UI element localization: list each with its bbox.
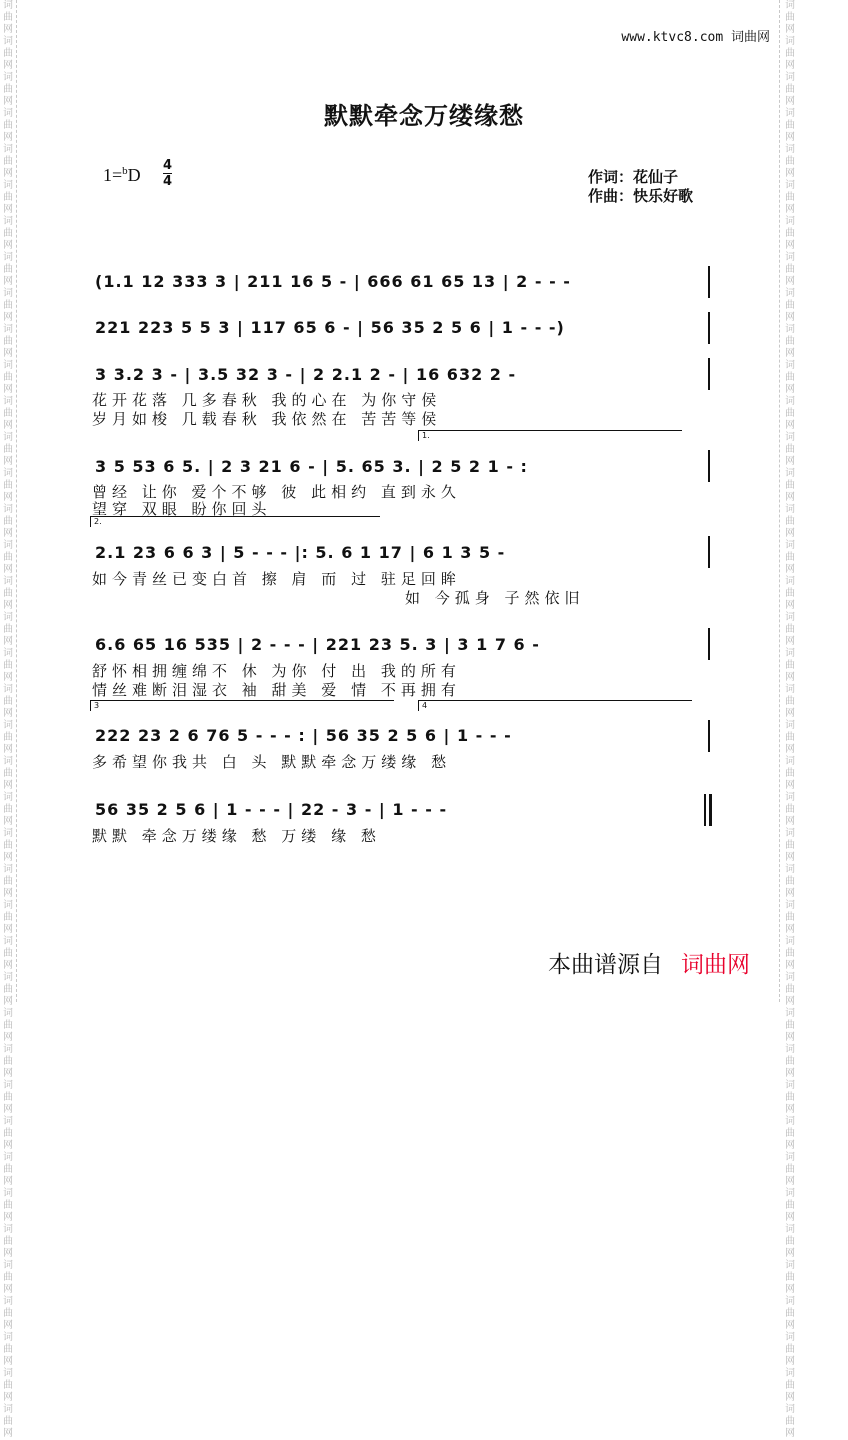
final-barline: [704, 794, 706, 826]
lyric-line-8: 情丝难断泪湿衣 袖 甜美 爱 情 不再拥有: [92, 681, 461, 699]
lyric-line-3: 曾经 让你 爱个不够 彼 此相约 直到永久: [92, 483, 461, 501]
notation-row-1: (1.1 12 333 3 | 211 16 5 - | 666 61 65 13 | 2 - - -: [95, 272, 571, 291]
barline: [708, 536, 710, 568]
notation-row-7: 222 23 2 6 76 5 - - - : | 56 35 2 5 6 | 1 - - -: [95, 726, 512, 745]
notation-row-8: 56 35 2 5 6 | 1 - - - | 22 - 3 - | 1 - - -: [95, 800, 448, 819]
footer-source: [548, 946, 750, 979]
barline: [708, 266, 710, 298]
notation-row-6: 6.6 65 16 535 | 2 - - - | 221 23 5. 3 | 3 1 7 6 -: [95, 635, 540, 654]
lyric-line-6: 如 今孤身 子然依旧: [405, 589, 585, 607]
volta-bracket-2: [90, 516, 380, 527]
notation-row-4: 3 5 53 6 5. | 2 3 21 6 - | 5. 65 3. | 2 5 2 1 - :: [95, 457, 528, 476]
key-note: D: [127, 165, 141, 185]
lyric-line-4: 望穿 双眼 盼你回头: [92, 500, 272, 518]
volta-label: 1.: [422, 431, 430, 440]
volta-bracket-3: [90, 700, 394, 711]
notation-row-3: 3 3.2 3 - | 3.5 32 3 - | 2 2.1 2 - | 16 632 2 -: [95, 365, 517, 384]
key-flat: b: [122, 165, 128, 177]
barline: [708, 628, 710, 660]
notation-row-2: 221 223 5 5 3 | 117 65 6 - | 56 35 2 5 6 | 1 - - -): [95, 318, 565, 337]
lyric-line-10: 默默 牵念万缕缘 愁 万缕 缘 愁: [92, 827, 381, 845]
barline: [708, 358, 710, 390]
right-dashed-divider: [779, 0, 780, 1002]
lyric-line-9: 多希望你我共 白 头 默默牵念万缕缘 愁: [92, 753, 452, 771]
time-signature: [163, 159, 172, 188]
time-top: 4: [163, 158, 173, 173]
song-title: 默默牵念万缕缘愁: [324, 102, 524, 130]
footer-text: 本曲谱源自: [548, 952, 663, 978]
lyric-line-5: 如今青丝已变白首 擦 肩 而 过 驻足回眸: [92, 570, 461, 588]
side-watermark-text: 词曲网词曲网词曲网词曲网词曲网词曲网词曲网词曲网词曲网词曲网词曲网词曲网词曲网词曲网词曲网词曲网词曲网词曲网词曲网词曲网词曲网词曲网词曲网词曲网词曲网词曲网词曲网词曲网词曲网词曲网词曲网词曲网词曲网词曲网词曲网词曲网词曲网词曲网词曲网词曲网: [785, 0, 795, 1439]
volta-label: 4: [422, 701, 428, 710]
left-dashed-divider: [16, 0, 17, 1002]
barline: [708, 450, 710, 482]
right-watermark-strip: [784, 0, 796, 1439]
final-barline-thick: [709, 794, 712, 826]
barline: [708, 312, 710, 344]
notation-row-5: 2.1 23 6 6 3 | 5 - - - |: 5. 6 1 17 | 6 1 3 5 -: [95, 543, 506, 562]
lyric-line-7: 舒怀相拥缠绵不 休 为你 付 出 我的所有: [92, 662, 461, 680]
site-url: www.ktvc8.com 词曲网: [621, 30, 770, 45]
time-bottom: 4: [163, 174, 173, 189]
volta-label: 2.: [94, 517, 102, 526]
volta-bracket-4: [418, 700, 692, 711]
lyricist: 作词：花仙子: [588, 168, 679, 186]
left-watermark-strip: [2, 0, 14, 1439]
volta-label: 3: [94, 701, 100, 710]
barline: [708, 720, 710, 752]
composer: 作曲：快乐好歌: [588, 187, 694, 205]
footer-brand: 词曲网: [681, 952, 750, 978]
volta-bracket-1: [418, 430, 682, 441]
lyric-line-2: 岁月如梭 几载春秋 我依然在 苦苦等侯: [92, 410, 442, 428]
key-label: 1=: [103, 165, 123, 185]
side-watermark-text: 词曲网词曲网词曲网词曲网词曲网词曲网词曲网词曲网词曲网词曲网词曲网词曲网词曲网词曲网词曲网词曲网词曲网词曲网词曲网词曲网词曲网词曲网词曲网词曲网词曲网词曲网词曲网词曲网词曲网词曲网词曲网词曲网词曲网词曲网词曲网词曲网词曲网词曲网词曲网词曲网: [3, 0, 13, 1439]
key-signature: [103, 165, 141, 186]
lyric-line-1: 花开花落 几多春秋 我的心在 为你守侯: [92, 391, 442, 409]
